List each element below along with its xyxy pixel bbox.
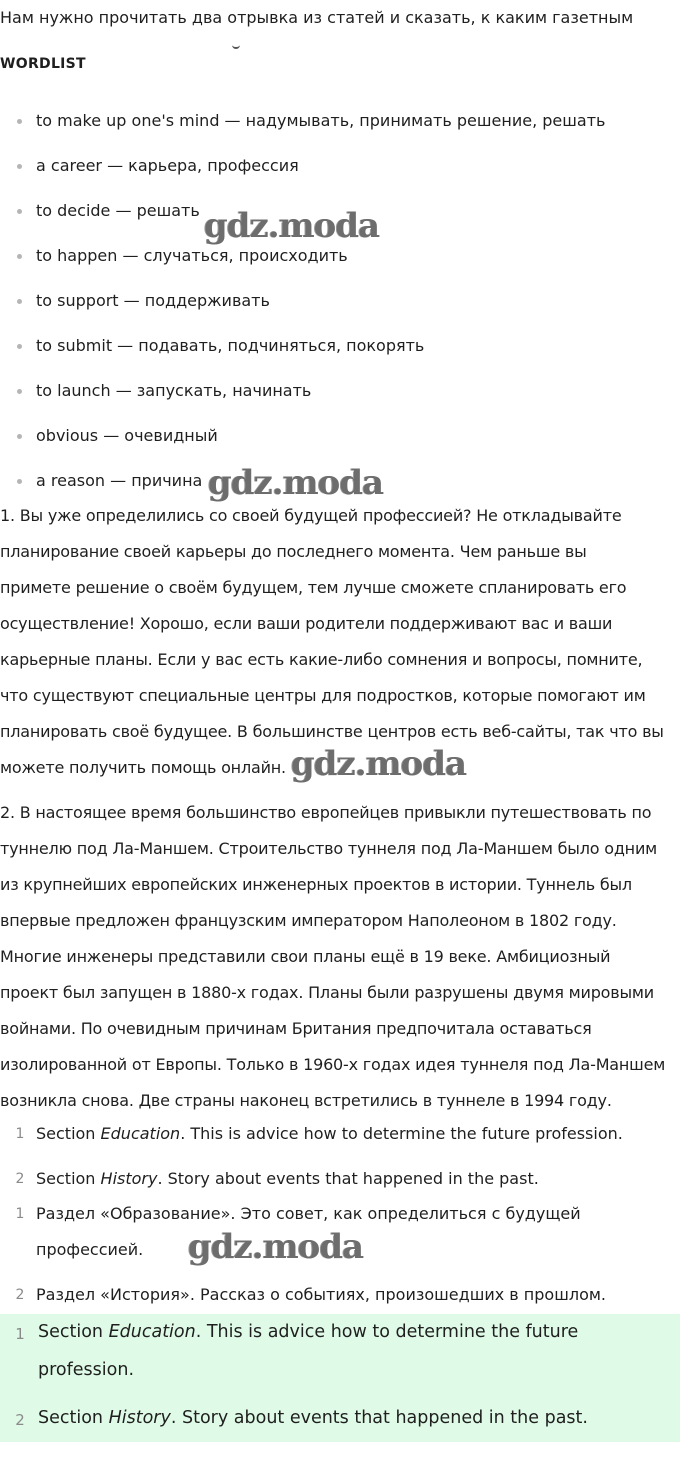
- answer-ru-item: [0, 1285, 680, 1309]
- passage-line: туннелю под Ла-Маншем. Строительство туннеля под Ла-Маншем было одним: [0, 839, 658, 858]
- passage-line: войнами. По очевидным причинам Британия предпочитала оставаться: [0, 1019, 592, 1038]
- bullet-icon: [17, 434, 22, 439]
- passage-line: впервые предложен французским императором Наполеоном в 1802 году.: [0, 911, 617, 930]
- answer-box: [0, 1314, 680, 1442]
- passage-line: изолированной от Европы. Только в 1960-х годах идея туннеля под Ла-Маншем: [0, 1055, 666, 1074]
- bullet-icon: [17, 254, 22, 259]
- passage-line: из крупнейших европейских инженерных проектов в истории. Туннель был: [0, 875, 632, 894]
- cropped-watermark: [232, 44, 240, 49]
- passage-2: [0, 795, 680, 1119]
- bullet-icon: [17, 164, 22, 169]
- bullet-icon: [17, 479, 22, 484]
- list-number: 1: [15, 1325, 25, 1343]
- passage-1: [0, 498, 680, 786]
- list-number: 2: [15, 1171, 25, 1187]
- answer-text: профессией.: [36, 1240, 144, 1259]
- answer-en-item: [0, 1169, 680, 1193]
- answer-text: Section Education. This is advice how to determine the future: [38, 1322, 579, 1342]
- passage-line: примете решение о своём будущем, тем лучше сможете спланировать его: [0, 578, 627, 597]
- passage-line: планирование своей карьеры до последнего момента. Чем раньше вы: [0, 542, 587, 561]
- answer-text: Раздел «История». Рассказ о событиях, произошедших в прошлом.: [36, 1285, 607, 1304]
- answer-box-item: [0, 1322, 680, 1382]
- answer-text: Section Education. This is advice how to determine the future profession.: [36, 1124, 623, 1143]
- answer-text: profession.: [38, 1360, 135, 1380]
- answer-text: Section History. Story about events that happened in the past.: [36, 1169, 539, 1188]
- passage-line: осуществление! Хорошо, если ваши родители поддерживают вас и ваши: [0, 614, 613, 633]
- bullet-icon: [17, 389, 22, 394]
- passage-line: 1. Вы уже определились со своей будущей профессией? Не откладывайте: [0, 506, 622, 525]
- passage-line: можете получить помощь онлайн.: [0, 758, 286, 777]
- wordlist-title: WORDLIST: [0, 56, 86, 72]
- answer-en-item: [0, 1124, 680, 1148]
- intro-text: Нам нужно прочитать два отрывка из статей и сказать, к каким газетным: [0, 8, 634, 27]
- passage-line: возникла снова. Две страны наконец встретились в туннеле в 1994 году.: [0, 1091, 612, 1110]
- passage-line: проект был запущен в 1880-х годах. Планы были разрушены двумя мировыми: [0, 983, 655, 1002]
- watermark-logo: gdz.moda: [291, 744, 467, 784]
- watermark-logo: gdz.moda: [208, 463, 384, 503]
- watermark-logo: gdz.moda: [204, 206, 380, 246]
- answer-box-item: [0, 1408, 680, 1434]
- list-number: 1: [15, 1206, 25, 1222]
- passage-line: что существуют специальные центры для подростков, которые помогают им: [0, 686, 646, 705]
- watermark-logo: gdz.moda: [188, 1227, 364, 1267]
- list-number: 2: [15, 1411, 25, 1429]
- answer-text: Раздел «Образование». Это совет, как определиться с будущей: [36, 1204, 581, 1223]
- passage-line: планировать своё будущее. В большинстве центров есть веб-сайты, так что вы: [0, 722, 664, 741]
- bullet-icon: [17, 209, 22, 214]
- bullet-icon: [17, 119, 22, 124]
- bullet-icon: [17, 299, 22, 304]
- passage-line: карьерные планы. Если у вас есть какие-либо сомнения и вопросы, помните,: [0, 650, 643, 669]
- answer-text: Section History. Story about events that happened in the past.: [38, 1408, 588, 1428]
- bullet-icon: [17, 344, 22, 349]
- list-number: 1: [15, 1126, 25, 1142]
- passage-line: 2. В настоящее время большинство европейцев привыкли путешествовать по: [0, 803, 652, 822]
- passage-line: Многие инженеры представили свои планы ещё в 19 веке. Амбициозный: [0, 947, 611, 966]
- list-number: 2: [15, 1287, 25, 1303]
